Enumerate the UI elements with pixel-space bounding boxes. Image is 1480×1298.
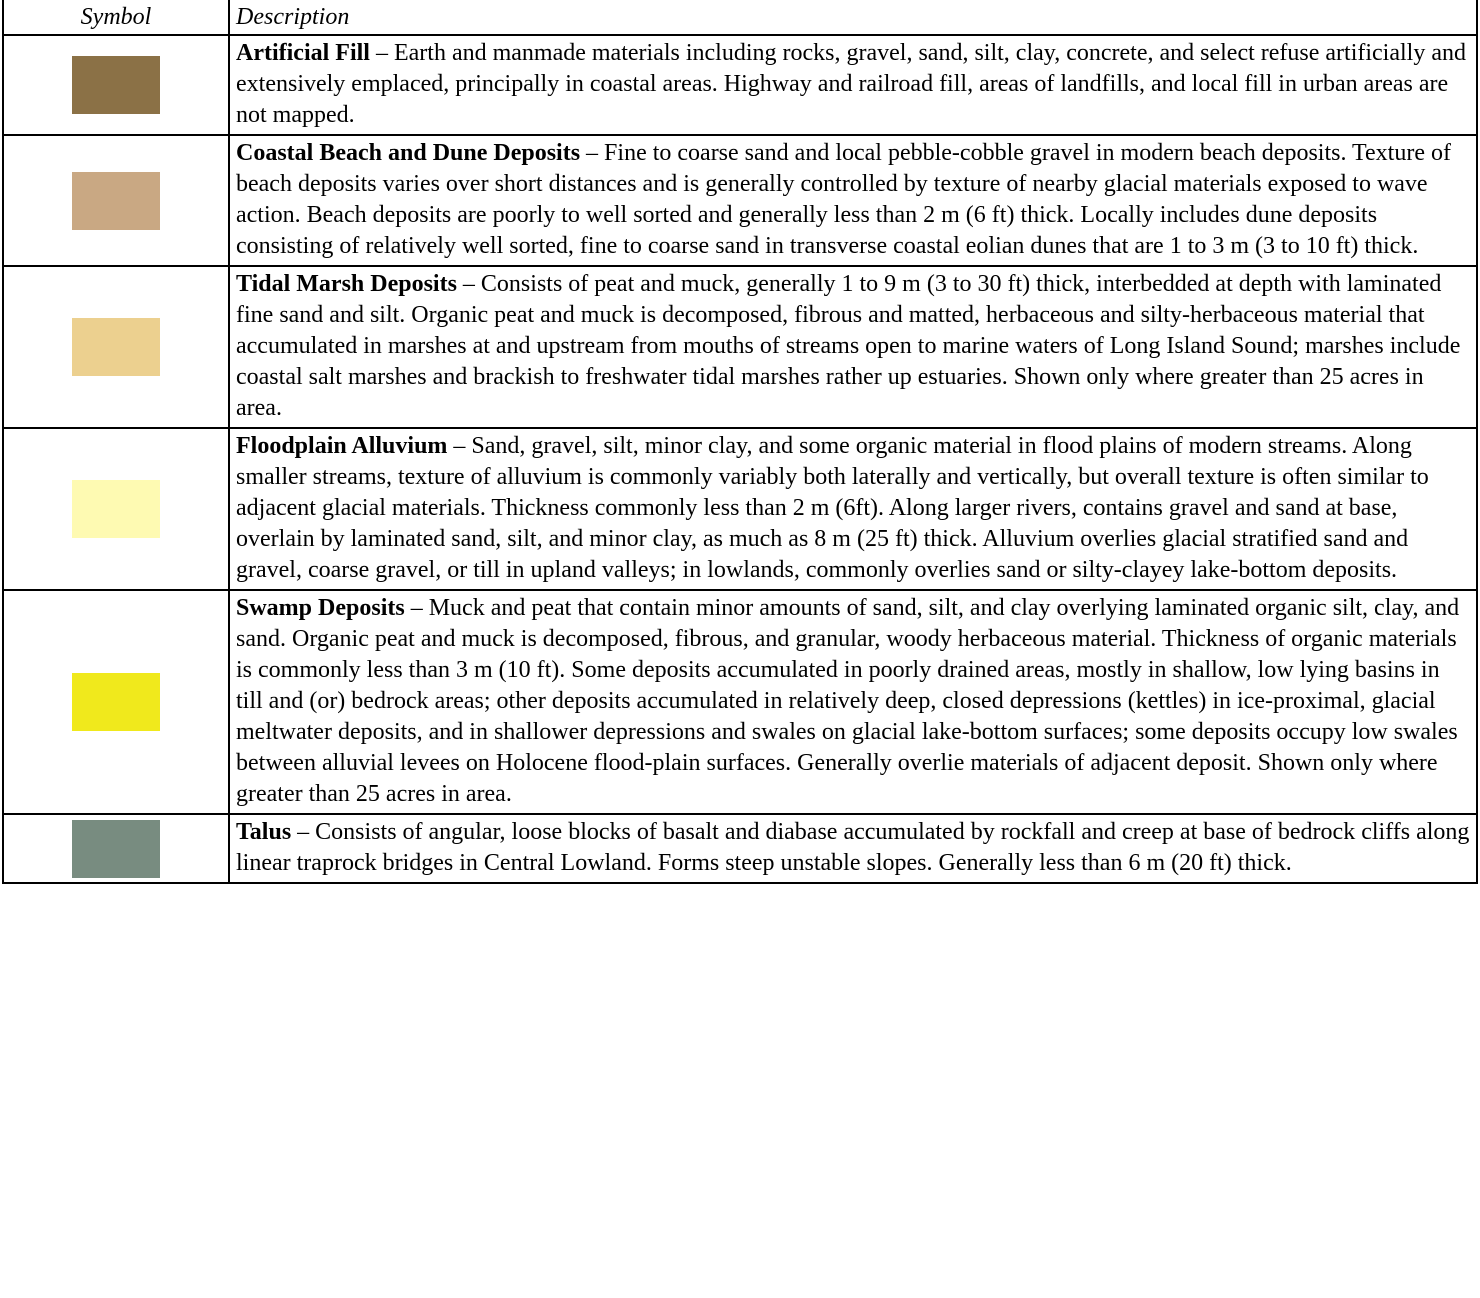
unit-description: Muck and peat that contain minor amounts of sand, silt, and clay overlying laminated organic silt, clay, and sand. Organic peat and muck is decomposed, fibrous, and granular, woody herbaceous material. Thickness of organic materials is commonly less than 3 m (10 ft). Some deposits accumulated in poorly drained areas, mostly in shallow, low lying basins in till and (or) bedrock areas; other deposits accumulated in relatively deep, closed depressions (kettles) in ice-proximal, glacial meltwater deposits, and in shallower depressions and swales on glacial lake-bottom surfaces; some deposits occupy low swales between alluvial levees on Holocene flood-plain surfaces. Generally overlie materials of adjacent deposit. Shown only where greater than 25 acres in area. [236,595,1460,807]
description-cell [229,266,1477,428]
table-row [3,428,1477,590]
unit-name: Floodplain Alluvium [236,433,448,459]
symbol-column-header: Symbol [3,0,229,35]
table-row [3,590,1477,814]
swamp-deposits-swatch [72,673,160,731]
unit-name: Coastal Beach and Dune Deposits [236,140,581,166]
description-column-header: Description [229,0,1477,35]
table-row [3,35,1477,135]
symbol-cell [3,35,229,135]
table-row [3,266,1477,428]
separator: – [291,819,316,845]
header-row [3,0,1477,35]
symbol-cell [3,266,229,428]
separator: – [447,433,472,459]
symbol-cell [3,814,229,883]
description-cell [229,35,1477,135]
unit-name: Talus [236,819,292,845]
talus-swatch [72,820,160,878]
floodplain-alluvium-swatch [72,480,160,538]
legend-table [2,0,1478,884]
description-cell [229,428,1477,590]
unit-description: Sand, gravel, silt, minor clay, and some organic material in flood plains of modern streams. Along smaller streams, texture of alluvium is commonly variably both laterally and vertically, but overall texture is often similar to adjacent glacial materials. Thickness commonly less than 2 m (6ft). Along larger rivers, contains gravel and sand at base, overlain by laminated sand, silt, and minor clay, as much as 8 m (25 ft) thick. Alluvium overlies glacial stratified sand and gravel, coarse gravel, or till in upland valleys; in lowlands, commonly overlies sand or silty-clayey lake-bottom deposits. [236,433,1429,583]
unit-description: Consists of angular, loose blocks of basalt and diabase accumulated by rockfall and creep at base of bedrock cliffs along linear traprock bridges in Central Lowland. Forms steep unstable slopes. Generally less than 6 m (20 ft) thick. [236,819,1470,876]
coastal-beach-swatch [72,172,160,230]
table-row [3,135,1477,266]
symbol-cell [3,428,229,590]
unit-description: Consists of peat and muck, generally 1 to 9 m (3 to 30 ft) thick, interbedded at depth with laminated fine sand and silt. Organic peat and muck is decomposed, fibrous and matted, herbaceous and silty-herbaceous material that accumulated in marshes at and upstream from mouths of streams open to marine waters of Long Island Sound; marshes include coastal salt marshes and brackish to freshwater tidal marshes rather up estuaries. Shown only where greater than 25 acres in area. [236,271,1461,421]
symbol-cell [3,135,229,266]
unit-name: Tidal Marsh Deposits [236,271,457,297]
unit-name: Artificial Fill [236,40,370,66]
description-cell [229,590,1477,814]
table-row [3,814,1477,883]
separator: – [456,271,481,297]
unit-description: Fine to coarse sand and local pebble-cobble gravel in modern beach deposits. Texture of beach deposits varies over short distances and is generally controlled by texture of nearby glacial materials exposed to wave action. Beach deposits are poorly to well sorted and generally less than 2 m (6 ft) thick. Locally includes dune deposits consisting of relatively well sorted, fine to coarse sand in transverse coastal eolian dunes that are 1 to 3 m (3 to 10 ft) thick. [236,140,1451,259]
tidal-marsh-swatch [72,318,160,376]
separator: – [580,140,605,166]
unit-name: Swamp Deposits [236,595,405,621]
separator: – [369,40,394,66]
description-cell [229,814,1477,883]
artificial-fill-swatch [72,56,160,114]
separator: – [404,595,429,621]
symbol-cell [3,590,229,814]
description-cell [229,135,1477,266]
unit-description: Earth and manmade materials including rocks, gravel, sand, silt, clay, concrete, and select refuse artificially and extensively emplaced, principally in coastal areas. Highway and railroad fill, areas of landfills, and local fill in urban areas are not mapped. [236,40,1466,128]
